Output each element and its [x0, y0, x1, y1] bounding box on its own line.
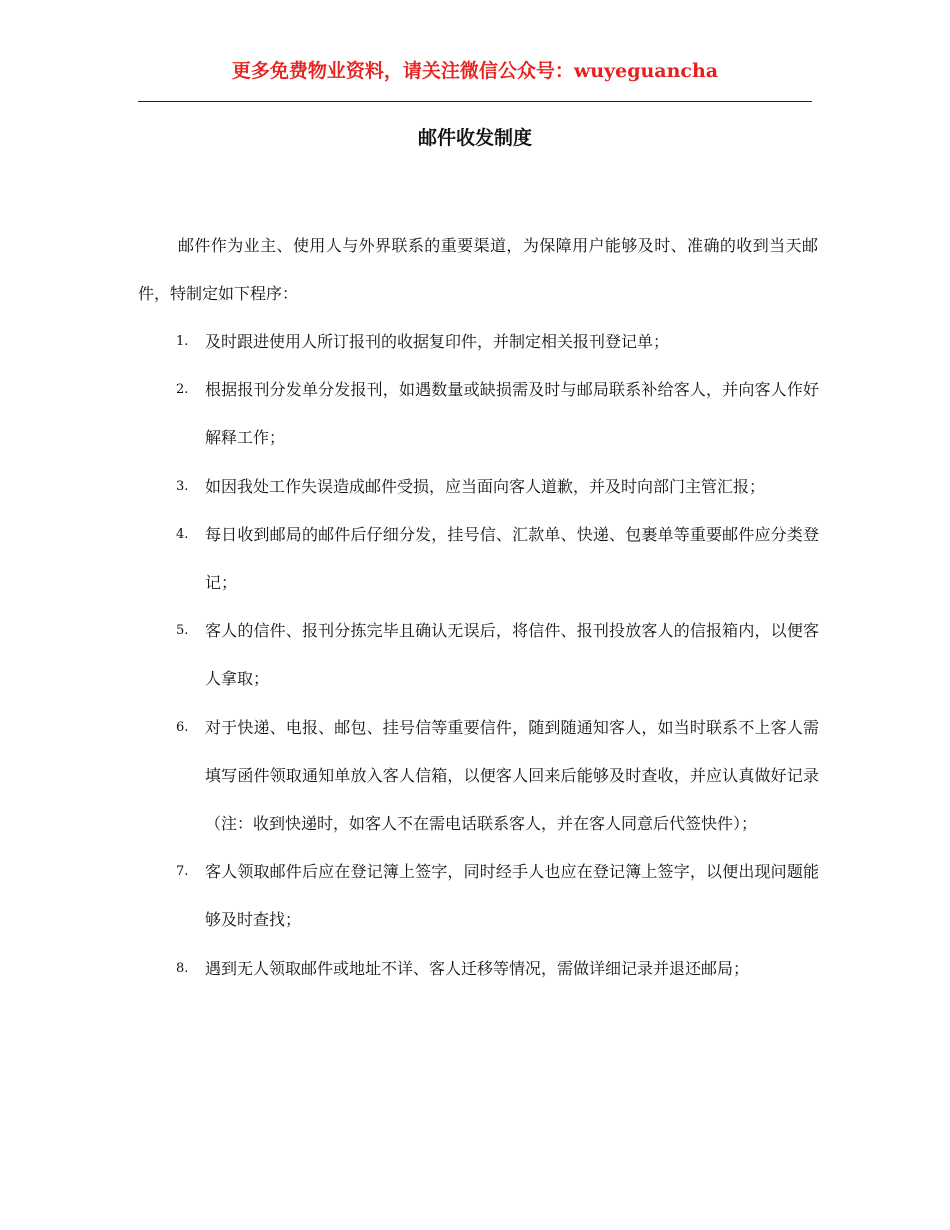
procedure-text: 如因我处工作失误造成邮件受损，应当面向客人道歉，并及时向部门主管汇报；	[205, 476, 766, 496]
procedure-text: 及时跟进使用人所订报刊的收据复印件，并制定相关报刊登记单；	[205, 332, 670, 351]
procedure-text: 遇到无人领取邮件或地址不详、客人迁移等情况，需做详细记录并退还邮局；	[205, 958, 750, 978]
header-divider	[138, 101, 812, 102]
procedure-text: 客人的信件、报刊分拣完毕且确认无误后，将信件、报刊投放客人的信报箱内，以便客人拿取；	[205, 621, 819, 689]
procedure-item	[0, 318, 819, 366]
document-title: 邮件收发制度	[417, 127, 532, 149]
procedure-number: 3.	[176, 478, 189, 494]
procedure-number: 4.	[176, 526, 189, 542]
procedure-number: 5.	[176, 623, 189, 639]
procedure-item	[0, 463, 819, 511]
procedure-item	[0, 848, 819, 944]
procedure-number: 6.	[176, 719, 189, 735]
procedure-text: 根据报刊分发单分发报刊，如遇数量或缺损需及时与邮局联系补给客人，并向客人作好解释工作；	[205, 380, 819, 448]
procedure-item	[0, 945, 819, 993]
procedure-list	[0, 318, 819, 993]
procedure-item	[0, 366, 819, 462]
procedure-text: 对于快递、电报、邮包、挂号信等重要信件，随到随通知客人，如当时联系不上客人需填写函件领取通知单放入客人信箱，以便客人回来后能够及时查收，并应认真做好记录（注：收到快递时，如客人不在需电话联系客人，并在客人同意后代签快件）；	[205, 717, 819, 834]
promo-header-note: 更多免费物业资料，请关注微信公众号：wuyeguancha	[231, 60, 719, 82]
procedure-number: 7.	[176, 864, 189, 880]
procedure-item	[0, 704, 819, 849]
procedure-number: 2.	[176, 382, 189, 398]
procedure-item	[0, 607, 819, 703]
procedure-number: 1.	[176, 334, 189, 349]
procedure-text: 客人领取邮件后应在登记簿上签字，同时经手人也应在登记簿上签字，以便出现问题能够及时查找；	[205, 862, 819, 930]
procedure-text: 每日收到邮局的邮件后仔细分发，挂号信、汇款单、快递、包裹单等重要邮件应分类登记；	[205, 524, 819, 593]
intro-paragraph: 邮件作为业主、使用人与外界联系的重要渠道，为保障用户能够及时、准确的收到当天邮件，特制定如下程序：	[138, 236, 818, 303]
procedure-item	[0, 511, 819, 607]
procedure-number: 8.	[176, 960, 189, 976]
